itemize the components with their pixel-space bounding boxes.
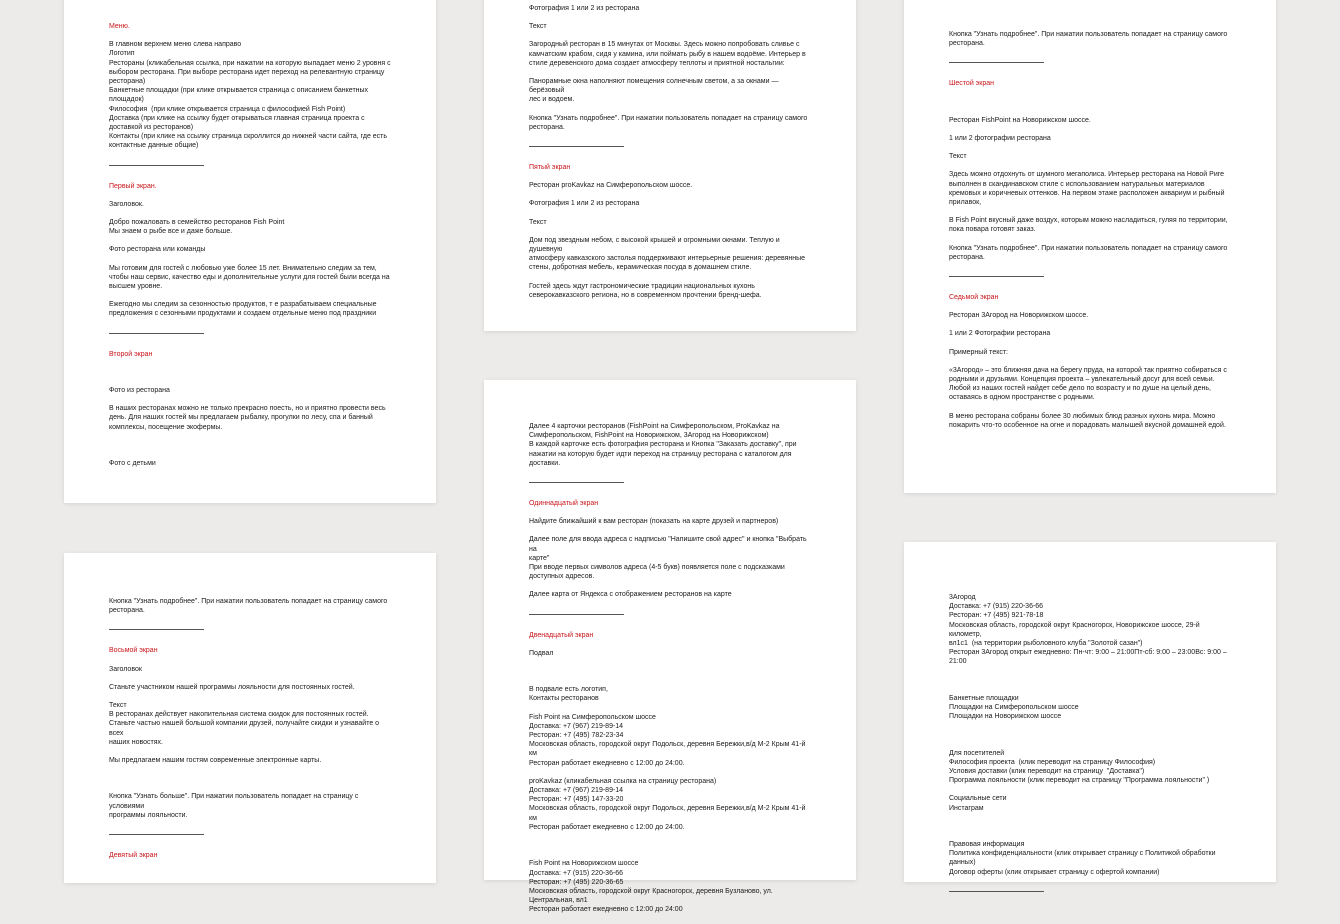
paragraph: Кнопка "Узнать подробнее". При нажатии пользователь попадает на страницу самого ресторана. (109, 598, 388, 615)
page-content (949, 593, 1231, 908)
paragraph: Фото с детьми (109, 460, 156, 468)
paragraph: Дом под звездным небом, с высокой крышей и огромными окнами. Теплую и душевную атмосферу кавказского застолья поддерживают интерьерные решения: деревянные стены, добротная мебель, керамическая посуда в домашнем стиле. (529, 236, 806, 272)
paragraph: Ресторан 3Агород на Новорижском шоссе. (949, 312, 1089, 320)
paragraph: Фотография 1 или 2 из ресторана (529, 200, 640, 208)
document-page-4 (64, 553, 436, 883)
section-divider (109, 333, 204, 334)
document-page-1 (64, 0, 436, 503)
paragraph: Fish Point на Симферопольском шоссе Доставка: +7 (967) 219-89-14 Ресторан: +7 (495) 782-23-34 Московская область, городской округ Подольск, деревня Бережки,в/д М-2 Крым 41-й км Ресторан работает ежедневно с 12:00 до 24:00. (529, 713, 806, 767)
page-content (529, 4, 811, 309)
section-divider (529, 614, 624, 615)
paragraph: Кнопка "Узнать подробнее". При нажатии пользователь попадает на страницу самого ресторана. (529, 114, 808, 131)
paragraph (529, 667, 811, 676)
paragraph: Заголовок. (109, 200, 144, 208)
section-heading: Двенадцатый экран (529, 631, 594, 639)
section-divider (109, 165, 204, 166)
paragraph: Мы готовим для гостей с любовью уже более 15 лет. Внимательно следим за тем, чтобы наш сервис, качество еды и дополнительные услуги для гостей были всегда на высшем уровне. (109, 264, 390, 291)
paragraph (529, 841, 811, 850)
page-content (109, 597, 391, 869)
paragraph: Далее карта от Яндекса с отображением ресторанов на карте (529, 591, 732, 599)
paragraph (949, 730, 1231, 739)
section-heading: Седьмой экран (949, 294, 999, 302)
paragraph: В главном верхнем меню слева направо Логотип Рестораны (кликабельная ссылка, при нажатии на которую выпадает меню 2 уровня с выбором ресторана. При выборе ресторана идет переход на релевантную страницу ресторана) Банкетные площадки (при клике открывается страница с описанием банкетных площадок) Философия (при клике открывается страница с философией Fish Point) Доставка (при клике на ссылку будет открываться главная страница проекта с доставкой из ресторанов) Контакты (при клике на ссылку страница скроллится до нижней части сайта, где есть контактные данные общие) (109, 41, 391, 150)
paragraph: Гостей здесь ждут гастрономические традиции национальных кухонь северокавказского региона, но в современном прочтении бренд-шефа. (529, 282, 762, 299)
paragraph: Fish Point на Новорижском шоссе Доставка: +7 (915) 220-36-66 Ресторан: +7 (495) 220-36-65 Московская область, городской округ Красногорск, деревня Бузланово, ул. Центральная, вл1 Ресторан работает ежедневно с 12:00 до 24:00 (529, 860, 773, 914)
document-page-3 (904, 0, 1276, 493)
paragraph: 1 или 2 фотографии ресторана (949, 135, 1051, 143)
paragraph: Текст В ресторанах действует накопительная система скидок для постоянных гостей. Станьте частью нашей большой компании друзей, получайте скидки и узнавайте о всех наших новостях. (109, 702, 380, 746)
paragraph: Станьте участником нашей программы лояльности для постоянных гостей. (109, 683, 355, 691)
paragraph: Фото ресторана или команды (109, 246, 206, 254)
paragraph: Панорамные окна наполняют помещения солнечным светом, а за окнами — берёзовый лес и водоем. (529, 78, 779, 104)
document-page-6 (904, 542, 1276, 882)
paragraph: Найдите ближайший к вам ресторан (показать на карте друзей и партнеров) (529, 518, 779, 526)
paragraph: Текст (529, 218, 547, 226)
paragraph: Ежегодно мы следим за сезонностью продуктов, т е разрабатываем специальные предложения с сезонными продуктами и создаем отдельные меню под праздники (109, 301, 377, 318)
paragraph: Фото из ресторана (109, 387, 170, 395)
section-heading: Одиннадцатый экран (529, 500, 599, 508)
paragraph: В наших ресторанах можно не только прекрасно поесть, но и приятно провести весь день. Для наших гостей мы предлагаем рыбалку, прогулки по лесу, спа и банный комплексы, посещение экофермы. (109, 405, 386, 431)
paragraph: В подвале есть логотип, Контакты ресторанов (529, 686, 608, 703)
paragraph: 3Агород Доставка: +7 (915) 220-36-66 Ресторан: +7 (495) 921-78-18 Московская область, городской округ Красногорск, Новорижское шоссе, 29-й километр, вл1с1 (на территории рыболовного клуба "Золотой сазан") Ресторан 3Агород открыт ежедневно: Пн-чт: 9:00 – 21:00Пт-сб: 9:00 – 23:00Вс: 9:00 – 21:00 (949, 594, 1227, 666)
paragraph (949, 676, 1231, 685)
paragraph: Мы предлагаем нашим гостям современные электронные карты. (109, 757, 322, 765)
paragraph: Здесь можно отдохнуть от шумного мегаполиса. Интерьер ресторана на Новой Риге выполнен в скандинавском стиле с использованием натуральных материалов кремовых и коричневых оттенков. На первом этаже расположен аквариум и рыбный прилавок, (949, 171, 1225, 207)
paragraph: «3Агород» – это ближняя дача на берегу пруда, на которой так приятно собираться с родными и друзьями. Концепция проекта – увлекательный досуг для всей семьи. Любой из наших гостей найдет себе дело по возрасту и по душе на целый день, оставаясь в одном пространстве с родными. (949, 366, 1227, 402)
document-page-2 (484, 0, 856, 331)
paragraph: Кнопка "Узнать подробнее". При нажатии пользователь попадает на страницу самого ресторана. (949, 244, 1228, 261)
paragraph: В Fish Point вкусный даже воздух, которым можно насладиться, гуляя по территории, пока повара готовят заказ. (949, 217, 1228, 234)
page-content (109, 22, 391, 477)
paragraph: proKavkaz (кликабельная ссылка на страницу ресторана) Доставка: +7 (967) 219-89-14 Ресторан: +7 (495) 147-33-20 Московская область, городской округ Подольск, деревня Бережки,в/д М-2 Крым 41-й км Ресторан работает ежедневно с 12:00 до 24:00. (529, 777, 806, 831)
paragraph: 1 или 2 Фотографии ресторана (949, 330, 1051, 338)
section-heading: Меню. (109, 23, 130, 30)
paragraph: Для посетителей Философия проекта (клик переводит на страницу Философия) Условия доставки (клик переводит на страницу "Доставка") Программа лояльности (клик переводит на страницу "Программа лояльности" ) (949, 749, 1210, 785)
section-divider (949, 891, 1044, 892)
paragraph: Добро пожаловать в семейство ресторанов Fish Point Мы знаем о рыбе все и даже больше. (109, 219, 285, 236)
paragraph: Текст (529, 23, 547, 31)
paragraph: Подвал (529, 649, 554, 657)
section-heading: Второй экран (109, 350, 153, 358)
paragraph: Правовая информация Политика конфиденциальности (клик открывает страницу с Политикой обработки данных) Договор оферты (клик открывает страницу с офертой компании) (949, 841, 1216, 876)
paragraph (109, 774, 391, 783)
paragraph: Кнопка "Узнать подробнее". При нажатии пользователь попадает на страницу самого ресторана. (949, 31, 1228, 48)
paragraph: Далее поле для ввода адреса с надписью "Напишите свой адрес" и кнопка "Выбрать на карте" При вводе первых символов адреса (4-5 букв) появляется поле с подсказками доступных адресов. (529, 536, 807, 581)
paragraph: Банкетные площадки Площадки на Симферопольском шоссе Площадки на Новорижском шоссе (949, 694, 1079, 721)
page-content (529, 422, 811, 924)
paragraph: Социальные сети Инстаграм (949, 795, 1007, 812)
paragraph (109, 368, 391, 377)
paragraph: Примерный текст: (949, 348, 1008, 356)
section-divider (529, 482, 624, 483)
section-divider (949, 276, 1044, 277)
paragraph (949, 98, 1231, 107)
section-divider (109, 834, 204, 835)
paragraph: Кнопка "Узнать больше". При нажатии пользователь попадает на страницу с условиями программы лояльности. (109, 793, 359, 819)
page-content (949, 30, 1231, 439)
paragraph (109, 441, 391, 450)
paragraph: Ресторан proKavkaz на Симферопольском шоссе. (529, 182, 693, 190)
section-heading: Девятый экран (109, 852, 158, 860)
section-heading: Шестой экран (949, 80, 994, 88)
section-heading: Первый экран. (109, 182, 157, 190)
document-page-5 (484, 380, 856, 914)
section-heading: Пятый экран (529, 164, 571, 172)
paragraph: Далее 4 карточки ресторанов (FishPoint на Симферопольском, ProKavkaz на Симферопольском, FishPoint на Новорижском, 3Агород на Новорижском) В каждой карточке есть фотография ресторана и Кнопка "Заказать доставку", при нажатии на которую будет идти переход на страницу ресторана с каталогом для доставки. (529, 423, 797, 467)
paragraph: Заголовок (109, 665, 142, 673)
paragraph (949, 822, 1231, 831)
paragraph: В меню ресторана собраны более 30 любимых блюд разных кухонь мира. Можно пожарить что-то особенное на огне и порадовать малышей вкусной домашней едой. (949, 412, 1226, 429)
paragraph: Ресторан FishPoint на Новорижском шоссе. (949, 116, 1091, 124)
paragraph: Загородный ресторан в 15 минутах от Москвы. Здесь можно попробовать сливье с камчатским крабом, сидя у камина, или поймать рыбу в нашем водоёме. Интерьер в стиле деревенского дома создает атмосферу теплоты и приятной ностальгии: (529, 41, 806, 67)
section-heading: Восьмой экран (109, 647, 158, 655)
section-divider (949, 62, 1044, 63)
section-divider (109, 629, 204, 630)
paragraph: Фотография 1 или 2 из ресторана (529, 5, 640, 12)
paragraph: Текст (949, 153, 967, 161)
section-divider (529, 146, 624, 147)
